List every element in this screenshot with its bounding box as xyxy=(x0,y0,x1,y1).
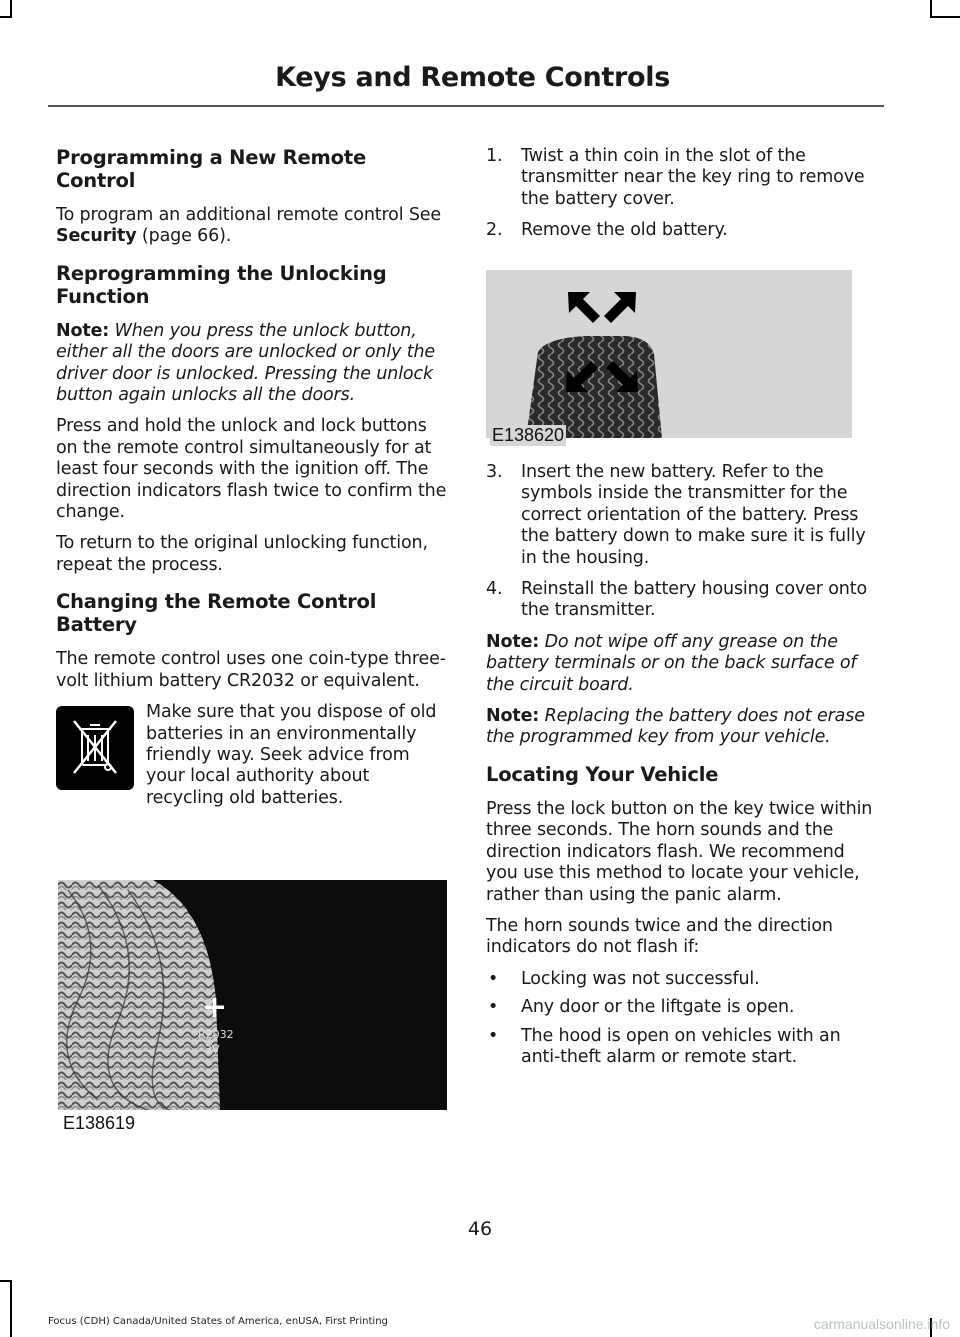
list-item: 1. Twist a thin coin in the slot of the transmitter near the key ring to remove the battery cover. xyxy=(486,146,865,209)
header-divider xyxy=(48,105,884,107)
crop-mark xyxy=(0,1280,12,1282)
section-heading-programming: Programming a New Remote Control xyxy=(56,146,366,192)
right-column xyxy=(486,146,878,252)
crop-mark xyxy=(0,16,12,18)
remote-battery-illustration xyxy=(58,880,447,1110)
battery-model-text: R2032 xyxy=(198,1028,234,1041)
figure-remove-battery xyxy=(486,270,852,438)
figure-label-2: E138620 xyxy=(492,425,565,445)
crop-mark xyxy=(10,1280,12,1337)
recycle-bin-icon xyxy=(56,706,134,790)
list-item: • Locking was not successful. xyxy=(488,968,760,989)
footer-print-info: Focus (CDH) Canada/United States of America, enUSA, First Printing xyxy=(48,1316,388,1327)
watermark: carmanualsonline.info xyxy=(813,1316,950,1332)
list-item: 3. Insert the new battery. Refer to the symbols inside the transmitter for the correct orientation of the battery. Press the battery down to make sure it is fully in the housing. xyxy=(486,462,866,568)
list-item: 4. Reinstall the battery housing cover onto the transmitter. xyxy=(486,579,868,621)
crop-mark xyxy=(930,16,960,18)
note-grease: Note: Do not wipe off any grease on the battery terminals or on the back surface of the circuit board. xyxy=(486,631,857,695)
right-column-continued xyxy=(486,462,878,1075)
steps-list-a xyxy=(486,146,878,242)
left-column xyxy=(56,146,448,819)
paragraph-dispose: Make sure that you dispose of old batteries in an environmentally friendly way. Seek advice from your local authority about recycling old batteries. xyxy=(146,702,437,808)
battery-voltage-text: 3V xyxy=(205,1043,220,1056)
list-item: 2. Remove the old battery. xyxy=(486,220,728,241)
paragraph-press-hold: Press and hold the unlock and lock buttons on the remote control simultaneously for at least four seconds with the ignition off. The direction indicators flash twice to confirm the change. xyxy=(56,416,447,523)
paragraph-program: To program an additional remote control See Security (page 66). xyxy=(56,205,442,247)
page-title: Keys and Remote Controls xyxy=(275,62,670,93)
battery-plus-symbol: + xyxy=(202,990,228,1025)
list-item: • Any door or the liftgate is open. xyxy=(488,997,795,1018)
steps-list-b xyxy=(486,462,878,622)
figure-battery-remote xyxy=(58,880,447,1110)
paragraph-locate: Press the lock button on the key twice within three seconds. The horn sounds and the direction indicators flash. We recommend you use this method to locate your vehicle, rather than using the panic alarm. xyxy=(486,798,873,905)
section-heading-locating: Locating Your Vehicle xyxy=(486,762,719,786)
paragraph-battery-type: The remote control uses one coin-type three-volt lithium battery CR2032 or equivalent. xyxy=(56,649,446,691)
section-heading-reprogramming: Reprogramming the Unlocking Function xyxy=(56,261,387,308)
remove-battery-illustration xyxy=(486,270,852,438)
paragraph-return: To return to the original unlocking function, repeat the process. xyxy=(56,533,428,575)
security-reference-link[interactable]: Security xyxy=(56,226,137,247)
section-heading-battery: Changing the Remote Control Battery xyxy=(56,590,377,637)
bullet-list xyxy=(486,969,878,1069)
paragraph-horn: The horn sounds twice and the direction indicators do not flash if: xyxy=(486,915,833,958)
recycle-block xyxy=(56,702,448,819)
figure-label-1: E138619 xyxy=(63,1113,136,1133)
page-number: 46 xyxy=(467,1218,493,1240)
note-replacing: Note: Replacing the battery does not erase the programmed key from your vehicle. xyxy=(486,706,865,748)
list-item: • The hood is open on vehicles with an anti-theft alarm or remote start. xyxy=(488,1025,841,1067)
note-unlock: Note: When you press the unlock button, either all the doors are unlocked or only the driver door is unlocked. Pressing the unlock button again unlocks all the doors. xyxy=(56,320,436,406)
